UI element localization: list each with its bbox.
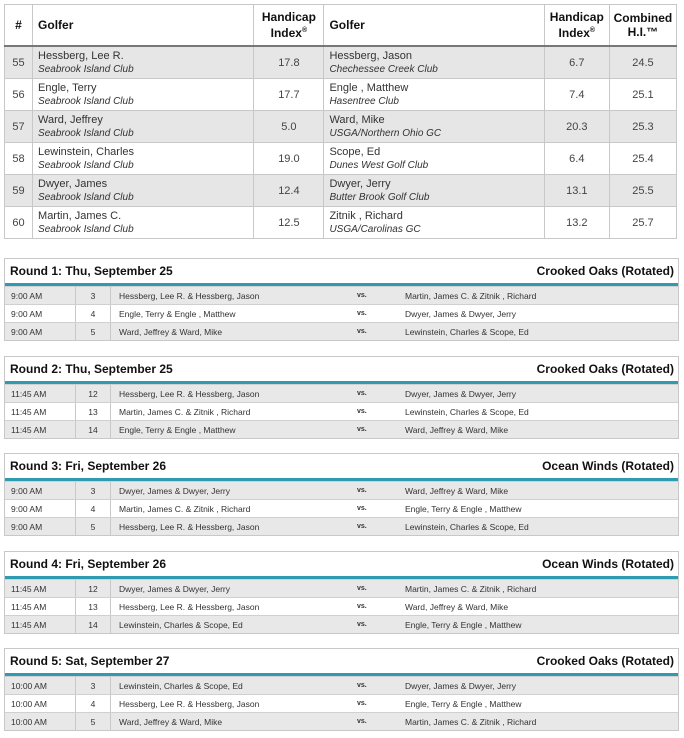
tee-time: 10:00 AM <box>5 713 76 730</box>
team-a: Engle, Terry & Engle , Matthew <box>119 424 236 435</box>
handicap-2: 6.7 <box>544 46 609 79</box>
golfer-club: USGA/Carolinas GC <box>329 223 421 235</box>
match-row <box>5 402 678 420</box>
combined-hi: 25.3 <box>609 111 676 143</box>
team-b: Lewinstein, Charles & Scope, Ed <box>405 521 529 532</box>
golfer-2-cell <box>324 175 544 207</box>
golfer-1-cell <box>33 111 254 143</box>
tee-number: 14 <box>76 421 111 438</box>
table-row <box>5 79 677 111</box>
round-header <box>5 552 678 579</box>
tee-number: 3 <box>76 482 111 499</box>
vs-label: vs. <box>357 487 367 494</box>
round-3-section <box>4 453 679 536</box>
tee-number: 12 <box>76 385 111 402</box>
table-row <box>5 175 677 207</box>
team-b: Ward, Jeffrey & Ward, Mike <box>405 485 509 496</box>
handicap-2: 20.3 <box>544 111 609 143</box>
golfer-club: Seabrook Island Club <box>38 95 134 107</box>
match-row <box>5 304 678 322</box>
team-b: Dwyer, James & Dwyer, Jerry <box>405 388 516 399</box>
row-number: 60 <box>5 207 33 239</box>
vs-label: vs. <box>357 718 367 725</box>
round-header <box>5 649 678 676</box>
tee-number: 5 <box>76 323 111 340</box>
vs-label: vs. <box>357 682 367 689</box>
team-a: Dwyer, James & Dwyer, Jerry <box>119 583 230 594</box>
vs-label: vs. <box>357 390 367 397</box>
round-course: Crooked Oaks (Rotated) <box>536 264 674 278</box>
vs-label: vs. <box>357 700 367 707</box>
handicap-2: 7.4 <box>544 79 609 111</box>
golfer-club: Seabrook Island Club <box>38 223 134 235</box>
header-handicap-2: Handicap Index® <box>544 5 609 47</box>
vs-label: vs. <box>357 585 367 592</box>
round-header <box>5 259 678 286</box>
team-a: Martin, James C. & Zitnik , Richard <box>119 406 251 417</box>
round-5-section <box>4 648 679 731</box>
team-b: Martin, James C. & Zitnik , Richard <box>405 290 537 301</box>
golfer-name: Engle, Terry <box>38 81 97 94</box>
round-header <box>5 357 678 384</box>
golfer-1-cell <box>33 207 254 239</box>
table-row <box>5 111 677 143</box>
vs-label: vs. <box>357 603 367 610</box>
tee-time: 11:45 AM <box>5 580 76 597</box>
tee-number: 12 <box>76 580 111 597</box>
tee-number: 4 <box>76 305 111 322</box>
vs-label: vs. <box>357 408 367 415</box>
vs-label: vs. <box>357 505 367 512</box>
tee-number: 14 <box>76 616 111 633</box>
vs-label: vs. <box>357 621 367 628</box>
team-a: Martin, James C. & Zitnik , Richard <box>119 503 251 514</box>
handicap-1: 12.4 <box>254 175 324 207</box>
match-row <box>5 322 678 340</box>
team-a: Hessberg, Lee R. & Hessberg, Jason <box>119 521 260 532</box>
golfer-1-cell <box>33 143 254 175</box>
match-row <box>5 499 678 517</box>
tee-time: 11:45 AM <box>5 421 76 438</box>
tee-time: 9:00 AM <box>5 287 76 304</box>
combined-hi: 24.5 <box>609 46 676 79</box>
row-number: 55 <box>5 46 33 79</box>
golfer-name: Hessberg, Jason <box>329 49 412 62</box>
tee-time: 9:00 AM <box>5 482 76 499</box>
golfer-name: Lewinstein, Charles <box>38 145 135 158</box>
round-course: Ocean Winds (Rotated) <box>542 459 674 473</box>
team-b: Lewinstein, Charles & Scope, Ed <box>405 406 529 417</box>
team-a: Hessberg, Lee R. & Hessberg, Jason <box>119 290 260 301</box>
tee-time: 9:00 AM <box>5 500 76 517</box>
round-title: Round 5: Sat, September 27 <box>10 654 170 668</box>
tee-number: 4 <box>76 500 111 517</box>
table-header-row <box>5 5 677 47</box>
row-number: 56 <box>5 79 33 111</box>
team-a: Hessberg, Lee R. & Hessberg, Jason <box>119 601 260 612</box>
golfer-1-cell <box>33 79 254 111</box>
tee-time: 9:00 AM <box>5 305 76 322</box>
vs-label: vs. <box>357 292 367 299</box>
round-2-section <box>4 356 679 439</box>
tee-time: 10:00 AM <box>5 695 76 712</box>
match-row <box>5 384 678 402</box>
table-row <box>5 46 677 79</box>
golfer-1-cell <box>33 46 254 79</box>
tee-time: 11:45 AM <box>5 598 76 615</box>
golfer-2-cell <box>324 111 544 143</box>
golfer-club: Seabrook Island Club <box>38 159 134 171</box>
round-header <box>5 454 678 481</box>
round-title: Round 1: Thu, September 25 <box>10 264 173 278</box>
handicap-1: 5.0 <box>254 111 324 143</box>
golfer-name: Martin, James C. <box>38 209 122 222</box>
golfer-club: Seabrook Island Club <box>38 127 134 139</box>
tee-time: 11:45 AM <box>5 616 76 633</box>
row-number: 59 <box>5 175 33 207</box>
tee-number: 3 <box>76 287 111 304</box>
handicap-1: 12.5 <box>254 207 324 239</box>
golfer-name: Ward, Mike <box>329 113 385 126</box>
team-b: Engle, Terry & Engle , Matthew <box>405 698 522 709</box>
match-row <box>5 481 678 499</box>
header-golfer-1: Golfer <box>33 5 254 47</box>
combined-hi: 25.4 <box>609 143 676 175</box>
vs-label: vs. <box>357 426 367 433</box>
team-a: Lewinstein, Charles & Scope, Ed <box>119 619 243 630</box>
golfer-name: Dwyer, Jerry <box>329 177 391 190</box>
match-row <box>5 615 678 633</box>
golfer-name: Engle , Matthew <box>329 81 409 94</box>
golfer-club: Butter Brook Golf Club <box>329 191 430 203</box>
round-title: Round 3: Fri, September 26 <box>10 459 167 473</box>
golfer-club: Dunes West Golf Club <box>329 159 429 171</box>
round-course: Crooked Oaks (Rotated) <box>536 362 674 376</box>
golfer-2-cell <box>324 207 544 239</box>
team-b: Lewinstein, Charles & Scope, Ed <box>405 326 529 337</box>
round-1-section <box>4 258 679 341</box>
tee-time: 11:45 AM <box>5 403 76 420</box>
table-row <box>5 143 677 175</box>
vs-label: vs. <box>357 310 367 317</box>
header-number: # <box>5 5 33 47</box>
tee-time: 10:00 AM <box>5 677 76 694</box>
handicap-2: 13.1 <box>544 175 609 207</box>
golfer-name: Dwyer, James <box>38 177 108 190</box>
match-row <box>5 517 678 535</box>
team-a: Dwyer, James & Dwyer, Jerry <box>119 485 230 496</box>
match-row <box>5 694 678 712</box>
golfer-name: Hessberg, Lee R. <box>38 49 124 62</box>
header-golfer-2: Golfer <box>324 5 544 47</box>
tee-number: 5 <box>76 713 111 730</box>
round-4-section <box>4 551 679 634</box>
team-a: Hessberg, Lee R. & Hessberg, Jason <box>119 698 260 709</box>
golfer-2-cell <box>324 46 544 79</box>
round-course: Ocean Winds (Rotated) <box>542 557 674 571</box>
header-combined: Combined H.I.™ <box>609 5 676 47</box>
golfer-club: Hasentree Club <box>329 95 399 107</box>
team-a: Hessberg, Lee R. & Hessberg, Jason <box>119 388 260 399</box>
golfer-club: Chechessee Creek Club <box>329 63 438 75</box>
match-row <box>5 597 678 615</box>
team-a: Ward, Jeffrey & Ward, Mike <box>119 716 223 727</box>
table-row <box>5 207 677 239</box>
handicap-1: 17.7 <box>254 79 324 111</box>
combined-hi: 25.7 <box>609 207 676 239</box>
round-course: Crooked Oaks (Rotated) <box>536 654 674 668</box>
golfer-2-cell <box>324 79 544 111</box>
vs-label: vs. <box>357 328 367 335</box>
team-b: Martin, James C. & Zitnik , Richard <box>405 716 537 727</box>
header-handicap-1: Handicap Index® <box>254 5 324 47</box>
tee-time: 9:00 AM <box>5 323 76 340</box>
match-row <box>5 286 678 304</box>
tee-number: 4 <box>76 695 111 712</box>
golfer-club: Seabrook Island Club <box>38 63 134 75</box>
pairings-table <box>4 4 677 239</box>
match-row <box>5 579 678 597</box>
vs-label: vs. <box>357 523 367 530</box>
team-a: Ward, Jeffrey & Ward, Mike <box>119 326 223 337</box>
combined-hi: 25.1 <box>609 79 676 111</box>
tee-number: 3 <box>76 677 111 694</box>
handicap-1: 17.8 <box>254 46 324 79</box>
match-row <box>5 676 678 694</box>
team-b: Dwyer, James & Dwyer, Jerry <box>405 308 516 319</box>
team-b: Engle, Terry & Engle , Matthew <box>405 619 522 630</box>
golfer-1-cell <box>33 175 254 207</box>
row-number: 57 <box>5 111 33 143</box>
row-number: 58 <box>5 143 33 175</box>
tee-number: 13 <box>76 598 111 615</box>
round-title: Round 4: Fri, September 26 <box>10 557 167 571</box>
match-row <box>5 712 678 730</box>
team-b: Martin, James C. & Zitnik , Richard <box>405 583 537 594</box>
golfer-name: Ward, Jeffrey <box>38 113 103 126</box>
tee-number: 5 <box>76 518 111 535</box>
combined-hi: 25.5 <box>609 175 676 207</box>
team-b: Ward, Jeffrey & Ward, Mike <box>405 601 509 612</box>
handicap-2: 6.4 <box>544 143 609 175</box>
golfer-name: Zitnik , Richard <box>329 209 403 222</box>
golfer-club: USGA/Northern Ohio GC <box>329 127 442 139</box>
team-a: Lewinstein, Charles & Scope, Ed <box>119 680 243 691</box>
match-row <box>5 420 678 438</box>
team-b: Dwyer, James & Dwyer, Jerry <box>405 680 516 691</box>
tee-number: 13 <box>76 403 111 420</box>
golfer-2-cell <box>324 143 544 175</box>
team-b: Engle, Terry & Engle , Matthew <box>405 503 522 514</box>
team-b: Ward, Jeffrey & Ward, Mike <box>405 424 509 435</box>
team-a: Engle, Terry & Engle , Matthew <box>119 308 236 319</box>
tee-time: 11:45 AM <box>5 385 76 402</box>
handicap-1: 19.0 <box>254 143 324 175</box>
tee-time: 9:00 AM <box>5 518 76 535</box>
golfer-club: Seabrook Island Club <box>38 191 134 203</box>
handicap-2: 13.2 <box>544 207 609 239</box>
round-title: Round 2: Thu, September 25 <box>10 362 173 376</box>
golfer-name: Scope, Ed <box>329 145 381 158</box>
